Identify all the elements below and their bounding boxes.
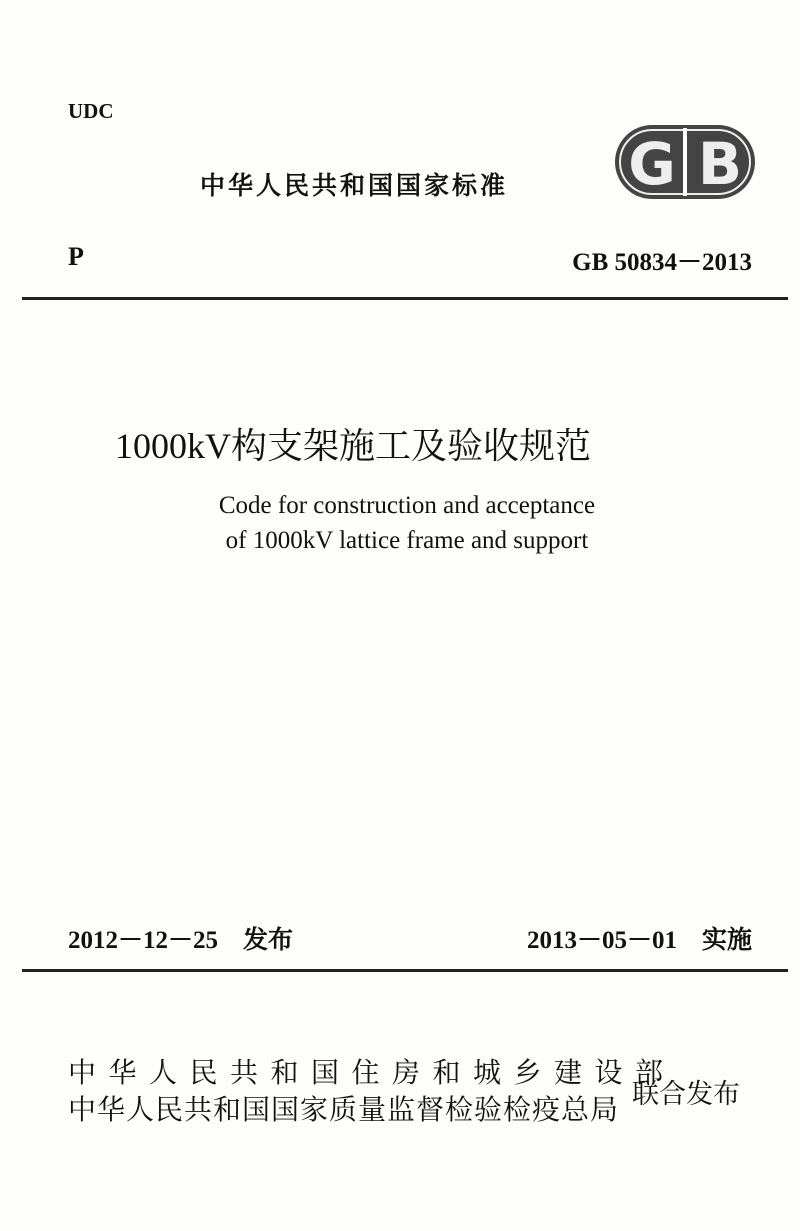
bottom-divider <box>22 969 788 972</box>
publisher-2: 中华人民共和国国家质量监督检验检疫总局 <box>68 1093 620 1126</box>
publisher-1: 中华人民共和国住房和城乡建设部 <box>68 1056 676 1089</box>
top-divider <box>22 297 788 300</box>
standard-number: GB 50834－2013 <box>572 249 752 276</box>
standard-type: 中华人民共和国国家标准 <box>200 171 509 200</box>
title-english-line1: Code for construction and acceptance <box>218 492 596 519</box>
gb-logo <box>612 122 758 202</box>
svg-text:B: B <box>697 130 743 198</box>
issue-date: 2012－12－25 发布 <box>68 927 294 954</box>
joint-issue-label: 联合发布 <box>632 1079 740 1110</box>
title-chinese: 1000kV构支架施工及验收规范 <box>115 426 591 466</box>
title-english-line2: of 1000kV lattice frame and support <box>225 527 589 554</box>
implementation-date: 2013－05－01 实施 <box>526 927 752 954</box>
udc-label: UDC <box>68 99 114 123</box>
svg-text:G: G <box>628 130 676 198</box>
classification-code: P <box>68 242 84 271</box>
